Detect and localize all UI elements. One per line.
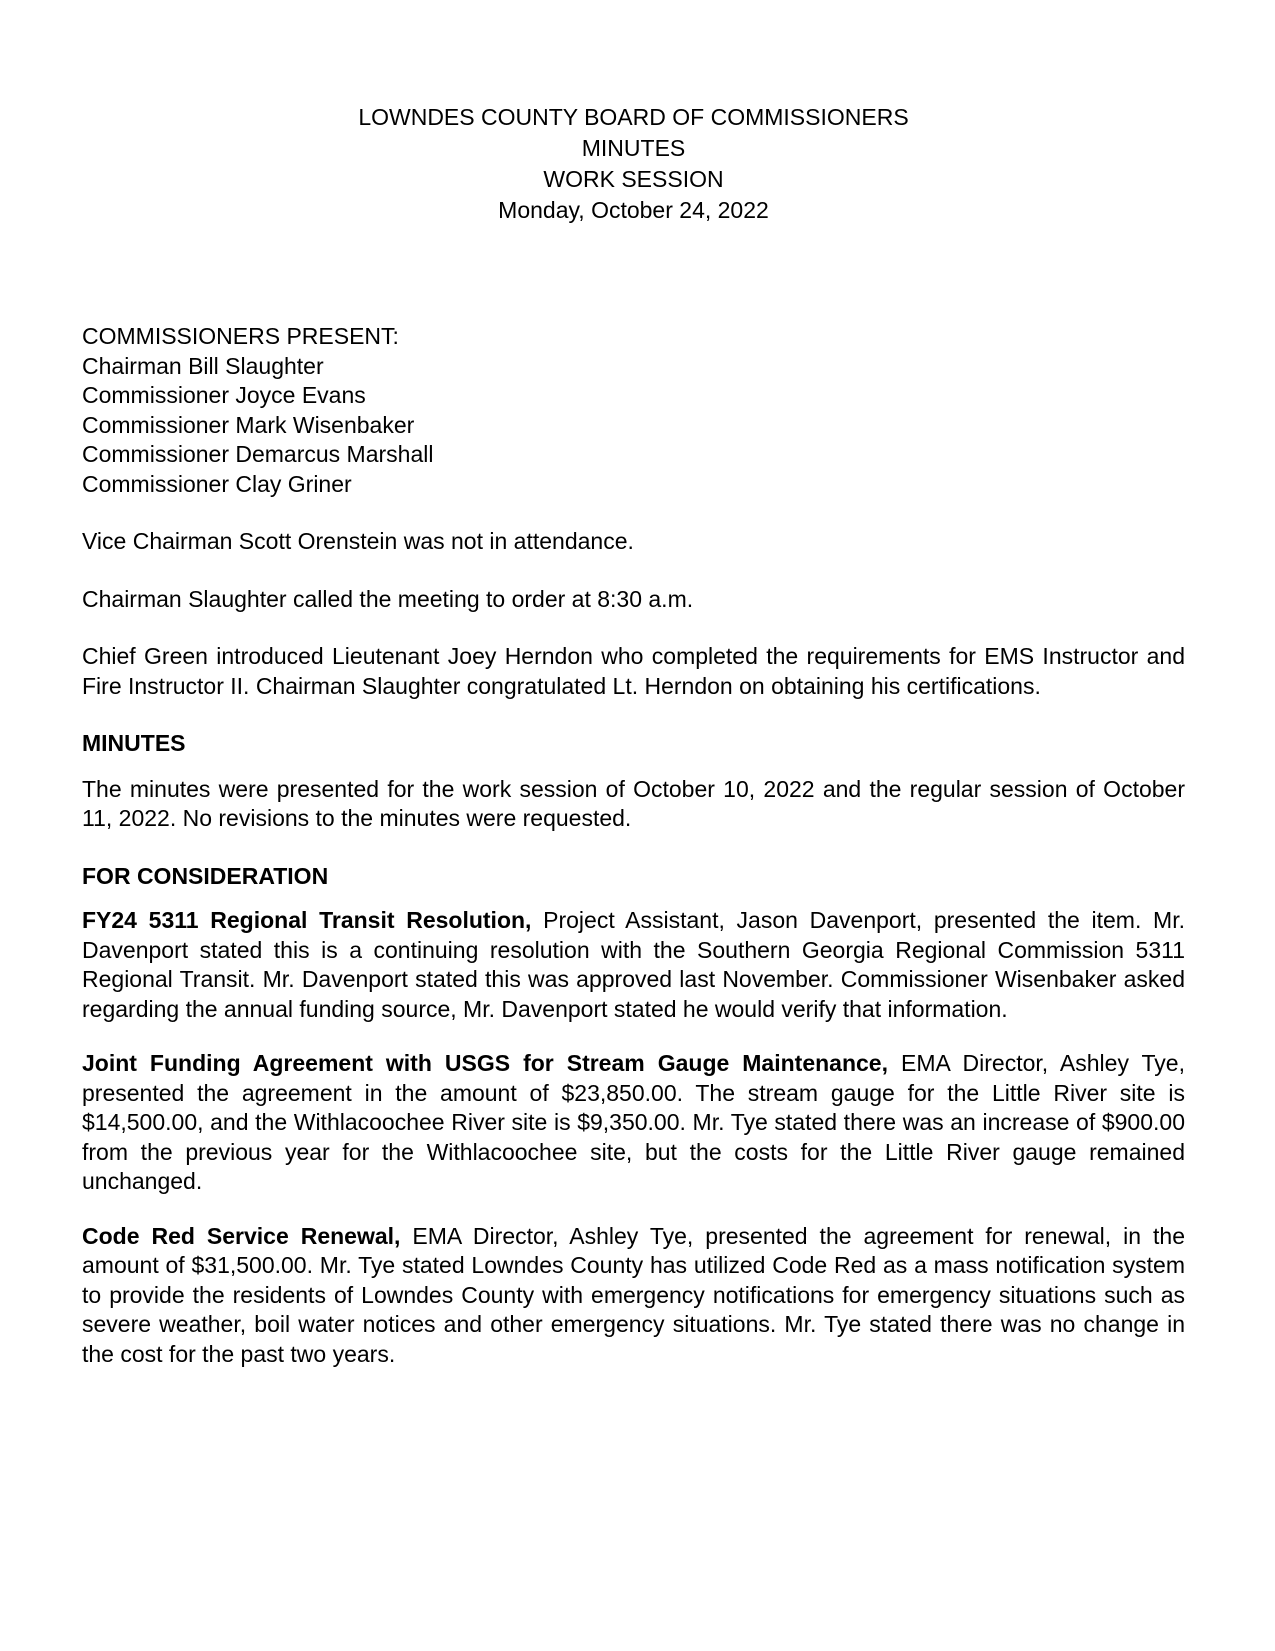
item-text: EMA Director, Ashley Tye, presented the agreement for renewal, in the amount of $31,500.00. Mr. Tye stated Lowndes County has utilized Code Red as a mass notification system to provide the residents of Lowndes County with emergency notifications for emergency situations such as severe weather, boil water notices and other emergency situations. Mr. Tye stated there was no change in the cost for the past two years. xyxy=(82,1222,1185,1367)
consideration-item xyxy=(82,1049,1185,1197)
item-title: FY24 5311 Regional Transit Resolution, xyxy=(82,907,532,933)
minutes-heading: MINUTES xyxy=(82,730,186,756)
item-text: Project Assistant, Jason Davenport, presented the item. Mr. Davenport stated this is a continuing resolution with the Southern Georgia Regional Commission 5311 Regional Transit. Mr. Davenport stated this was approved last November. Commissioner Wisenbaker asked regarding the annual funding source, Mr. Davenport stated he would verify that information. xyxy=(82,907,1185,1022)
absent-note: Vice Chairman Scott Orenstein was not in attendance. xyxy=(82,528,634,554)
commissioners-present xyxy=(82,322,1185,499)
present-member: Commissioner Joyce Evans xyxy=(82,382,366,408)
consideration-heading: FOR CONSIDERATION xyxy=(82,862,329,889)
item-title: Code Red Service Renewal, xyxy=(82,1222,401,1249)
header-session-type: WORK SESSION xyxy=(543,166,724,192)
header-date: Monday, October 24, 2022 xyxy=(498,197,769,223)
header-organization: LOWNDES COUNTY BOARD OF COMMISSIONERS xyxy=(358,104,909,130)
item-title: Joint Funding Agreement with USGS for Stream Gauge Maintenance, xyxy=(82,1050,888,1076)
minutes-paragraph: The minutes were presented for the work session of October 10, 2022 and the regular session of October 11, 2022. No revisions to the minutes were requested. xyxy=(82,775,1185,831)
document-page xyxy=(82,102,1185,1369)
present-member: Commissioner Mark Wisenbaker xyxy=(82,411,415,438)
consideration-item xyxy=(82,1222,1185,1370)
header-minutes: MINUTES xyxy=(581,135,686,161)
document-header xyxy=(82,102,1185,226)
present-title: COMMISSIONERS PRESENT: xyxy=(82,323,399,349)
present-member: Commissioner Clay Griner xyxy=(82,470,352,497)
item-text: EMA Director, Ashley Tye, presented the agreement in the amount of $23,850.00. The stream gauge for the Little River site is $14,500.00, and the Withlacoochee River site is $9,350.00. Mr. Tye stated there was an increase of $900.00 from the previous year for the Withlacoochee site, but the costs for the Little River gauge remained unchanged. xyxy=(82,1050,1185,1194)
consideration-item xyxy=(82,906,1185,1024)
call-to-order: Chairman Slaughter called the meeting to order at 8:30 a.m. xyxy=(82,585,694,612)
introduction-paragraph: Chief Green introduced Lieutenant Joey Herndon who completed the requirements for EMS Instructor and Fire Instructor II. Chairman Slaughter congratulated Lt. Herndon on obtaining his certifications. xyxy=(82,643,1185,699)
present-member: Commissioner Demarcus Marshall xyxy=(82,441,434,467)
present-member: Chairman Bill Slaughter xyxy=(82,352,324,379)
